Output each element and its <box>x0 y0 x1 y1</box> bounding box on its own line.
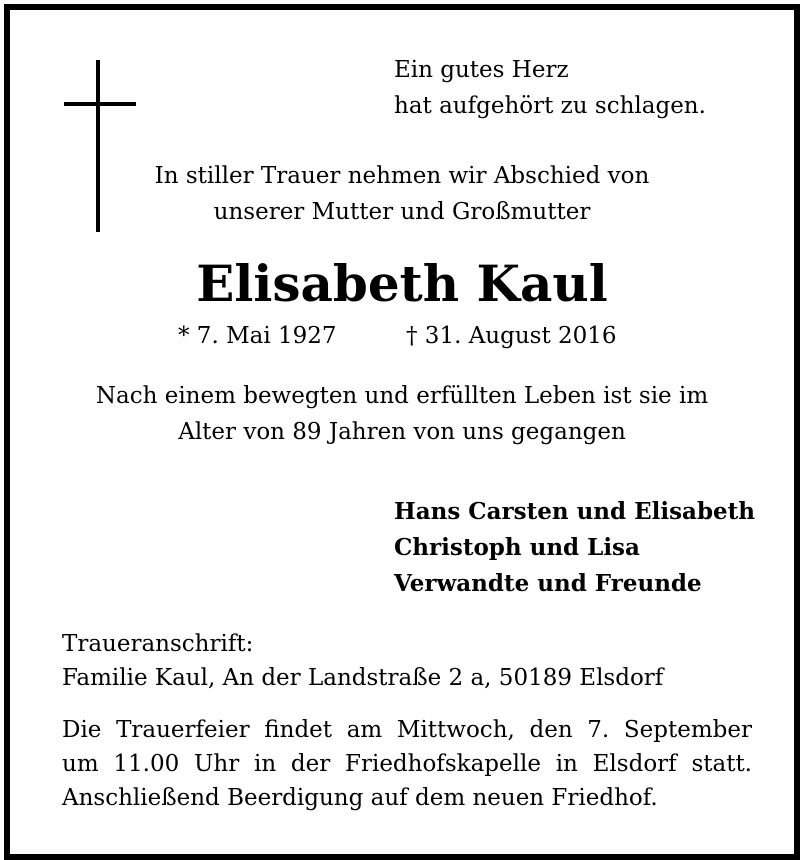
motto-line-2: hat aufgehört zu schlagen. <box>394 93 706 119</box>
deceased-name: Elisabeth Kaul <box>196 254 608 313</box>
motto-line-1: Ein gutes Herz <box>394 57 569 83</box>
family-line-2: Christoph und Lisa <box>394 534 640 561</box>
service-line-1: Die Trauerfeier findet am Mittwoch, den 7. September <box>62 717 752 743</box>
birth-date: * 7. Mai 1927 <box>178 323 337 349</box>
cross-icon-bar <box>64 102 136 106</box>
address-label: Traueranschrift: <box>62 631 254 657</box>
intro-line-2: unserer Mutter und Großmutter <box>213 199 591 225</box>
life-line-1: Nach einem bewegten und erfüllten Leben ist sie im <box>95 383 709 409</box>
death-date: † 31. August 2016 <box>406 323 617 349</box>
obituary-card <box>4 4 800 860</box>
life-line-2: Alter von 89 Jahren von uns gegangen <box>178 419 626 445</box>
family-line-3: Verwandte und Freunde <box>394 570 702 597</box>
service-line-3: Anschließend Beerdigung auf dem neuen Friedhof. <box>62 785 658 811</box>
intro-line-1: In stiller Trauer nehmen wir Abschied von <box>154 163 650 189</box>
family-line-1: Hans Carsten und Elisabeth <box>394 498 756 525</box>
service-line-2: um 11.00 Uhr in der Friedhofskapelle in Elsdorf statt. <box>62 751 752 777</box>
address-text: Familie Kaul, An der Landstraße 2 a, 50189 Elsdorf <box>62 665 664 691</box>
